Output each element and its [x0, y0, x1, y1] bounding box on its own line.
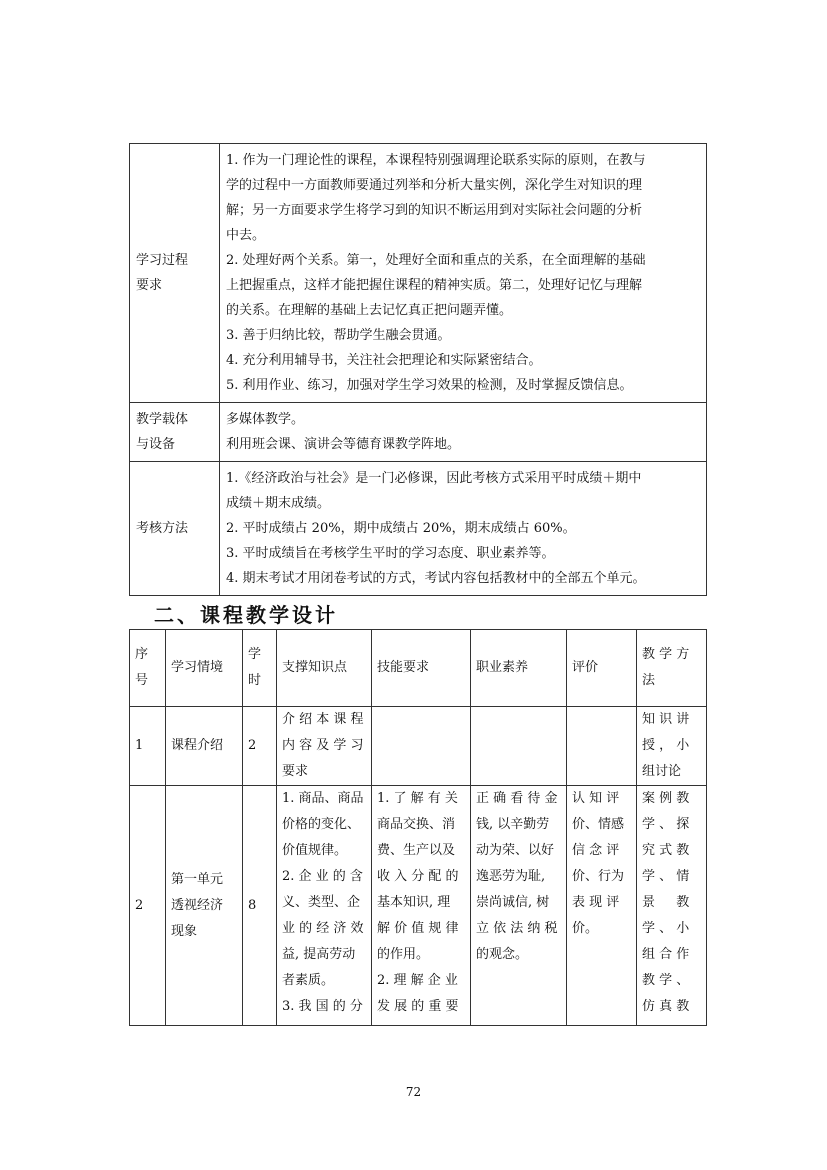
- header-knowledge: 支撑知识点: [277, 630, 372, 707]
- row-content: 1.《经济政治与社会》是一门必修课，因此考核方式采用平时成绩＋期中 成绩＋期末成绩。 2. 平时成绩占 20%，期中成绩占 20%，期末成绩占 60%。 3. 平时成绩旨在考核学生平时的学习态度、职业素养等。 4. 期末考试才用闭卷考试的方式，考试内容包括教材中的全部五个单元。: [220, 462, 707, 596]
- cell-skills: 1. 了 解 有 关 商品交换、消 费、生产以及 收 入 分 配 的 基本知识, 理 解 价 值 规 律 的作用。 2. 理 解 企 业 发 展 的 重 要: [372, 786, 471, 1026]
- section-heading: 二、课程教学设计: [154, 603, 338, 627]
- cell-literacy: 正 确 看 待 金 钱, 以辛勤劳 动为荣、以好 逸恶劳为耻, 崇尚诚信, 树 立 依 法 纳 税 的观念。: [471, 786, 567, 1026]
- cell-skills: [372, 707, 471, 786]
- page-number: 72: [405, 1085, 422, 1099]
- cell-evaluation: [567, 707, 637, 786]
- course-design-table: [129, 629, 707, 1026]
- header-skills: 技能要求: [372, 630, 471, 707]
- table-row: [130, 144, 707, 403]
- cell-method: 案 例 教 学 、 探 究 式 教 学 、 情 景 教 学 、 小 组 合 作 教 学 、 仿 真 教: [637, 786, 707, 1026]
- cell-literacy: [471, 707, 567, 786]
- header-method: 教 学 方 法: [637, 630, 707, 707]
- cell-method: 知 识 讲 授 ， 小 组讨论: [637, 707, 707, 786]
- process-requirements-table: [129, 143, 707, 596]
- cell-knowledge: 介 绍 本 课 程 内 容 及 学 习 要求: [277, 707, 372, 786]
- row-content: 1. 作为一门理论性的课程，本课程特别强调理论联系实际的原则，在教与 学的过程中一方面教师要通过列举和分析大量实例，深化学生对知识的理 解；另一方面要求学生将学习到的知识不断运用到对实际社会问题的分析 中去。 2. 处理好两个关系。第一，处理好全面和重点的关系，在全面理解的基础 上把握重点，这样才能把握住课程的精神实质。第二，处理好记忆与理解 的关系。在理解的基础上去记忆真正把问题弄懂。 3. 善于归纳比较，帮助学生融会贯通。 4. 充分利用辅导书，关注社会把理论和实际紧密结合。 5. 利用作业、练习，加强对学生学习效果的检测，及时掌握反馈信息。: [220, 144, 707, 403]
- table-row: [130, 707, 707, 786]
- cell-situation: 课程介绍: [166, 707, 243, 786]
- cell-knowledge: 1. 商品、商品 价格的变化、 价值规律。 2. 企 业 的 含 义、类型、企 业 的 经 济 效 益, 提高劳动 者素质。 3. 我 国 的 分: [277, 786, 372, 1026]
- cell-evaluation: 认 知 评 价、情感 信 念 评 价、行为 表 现 评 价。: [567, 786, 637, 1026]
- cell-hours: 2: [243, 707, 277, 786]
- header-seq: 序 号: [130, 630, 166, 707]
- header-literacy: 职业素养: [471, 630, 567, 707]
- header-situation: 学习情境: [166, 630, 243, 707]
- cell-seq: 1: [130, 707, 166, 786]
- row-content: 多媒体教学。 利用班会课、演讲会等德育课教学阵地。: [220, 403, 707, 462]
- cell-seq: 2: [130, 786, 166, 1026]
- cell-situation: 第一单元 透视经济 现象: [166, 786, 243, 1026]
- row-label: 考核方法: [130, 462, 220, 596]
- table-row: [130, 462, 707, 596]
- header-evaluation: 评价: [567, 630, 637, 707]
- header-hours: 学 时: [243, 630, 277, 707]
- row-label: 教学载体 与设备: [130, 403, 220, 462]
- row-label: 学习过程 要求: [130, 144, 220, 403]
- cell-hours: 8: [243, 786, 277, 1026]
- header-row: [130, 630, 707, 707]
- table-row: [130, 786, 707, 1026]
- table-row: [130, 403, 707, 462]
